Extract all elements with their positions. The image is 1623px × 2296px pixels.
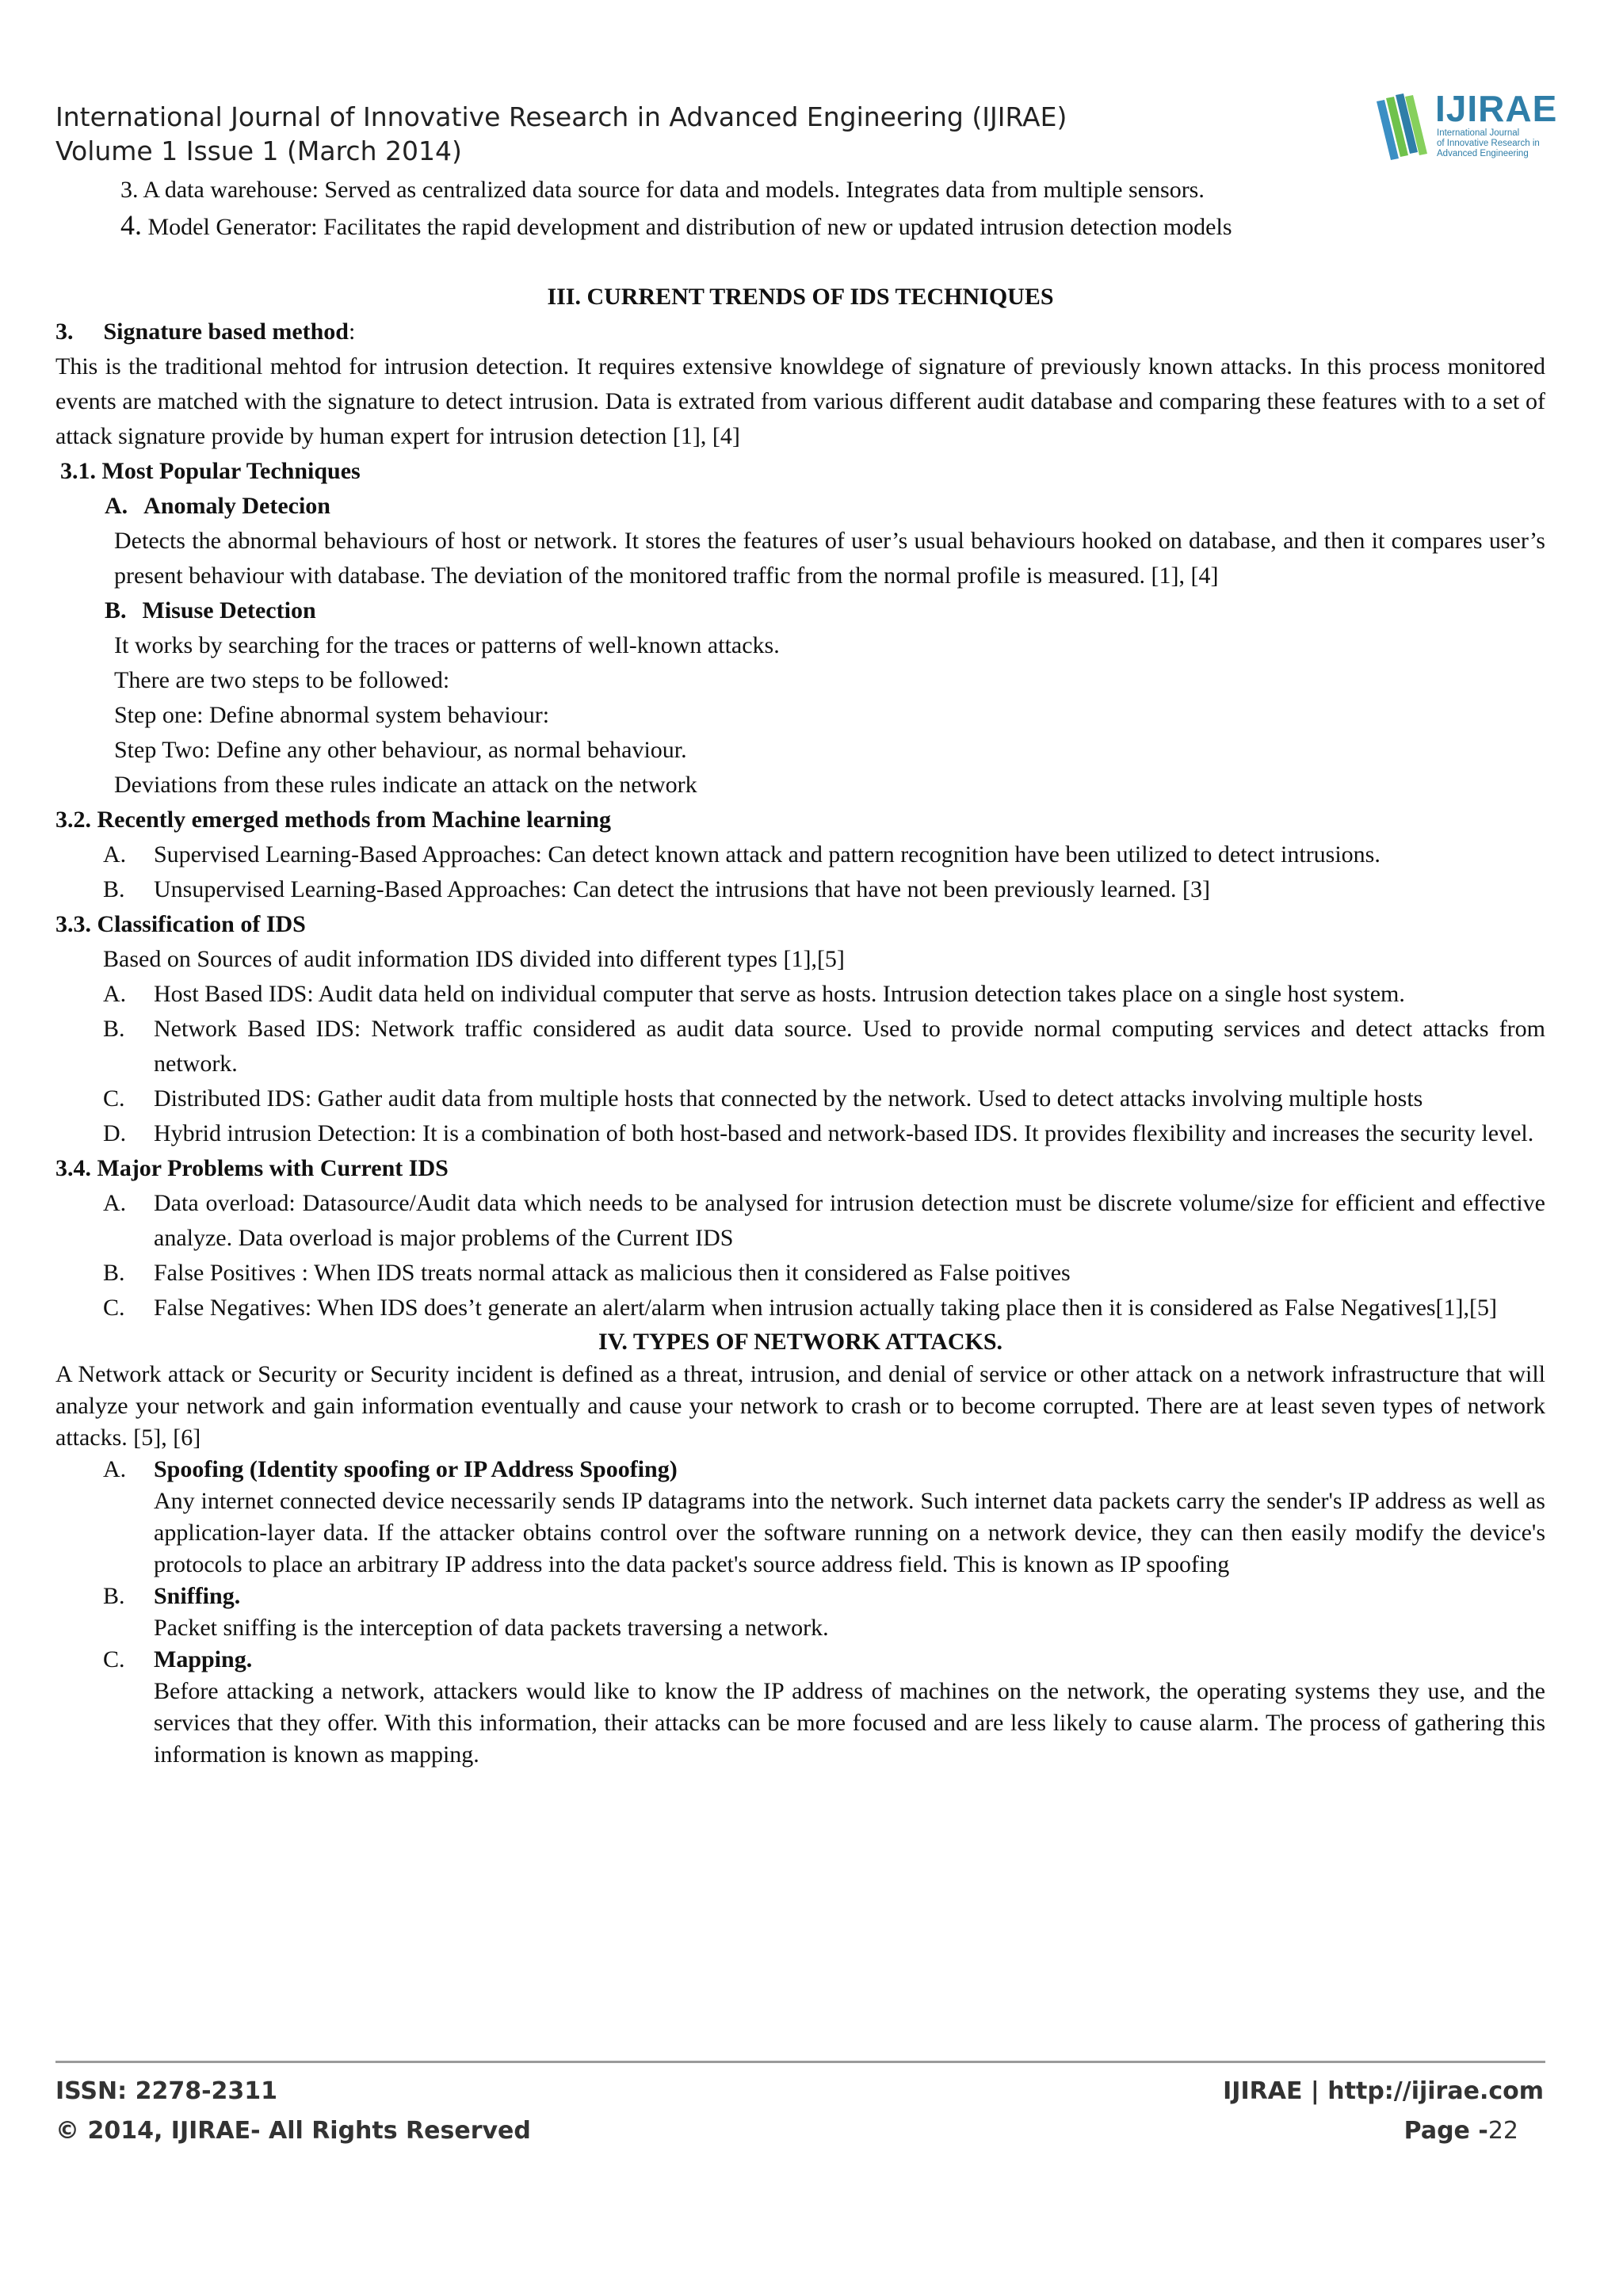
article-body xyxy=(55,173,1545,1771)
list-item-spoofing: A. Spoofing (Identity spoofing or IP Address Spoofing) Any internet connected device necessarily sends IP datagrams into the network. Such internet data packets carry the sender's IP address as well as application-layer data. If the attacker obtains control over the software running on a network device, they can then easily modify the device's protocols to place an arbitrary IP address into the data packet's source address field. This is known as IP spoofing xyxy=(103,1456,1545,1577)
list-item-distributed-ids: C. Distributed IDS: Gather audit data from multiple hosts that connected by the network. Used to detect attacks involving multiple hosts xyxy=(103,1085,1423,1112)
volume-issue: Volume 1 Issue 1 (March 2014) xyxy=(55,135,462,166)
misuse-line-5: Deviations from these rules indicate an attack on the network xyxy=(114,772,697,798)
subsection-3-3-heading: 3.3. Classification of IDS xyxy=(55,911,306,937)
misuse-line-4: Step Two: Define any other behaviour, as normal behaviour. xyxy=(114,737,687,763)
section-3-title: III. CURRENT TRENDS OF IDS TECHNIQUES xyxy=(547,284,1054,310)
list-item-model-generator: 4. Model Generator: Facilitates the rapid development and distribution of new or updated intrusion detection models xyxy=(120,209,1232,241)
subsection-3-4-heading: 3.4. Major Problems with Current IDS xyxy=(55,1155,449,1181)
ijirae-logo xyxy=(1375,88,1558,168)
misuse-line-2: There are two steps to be followed: xyxy=(114,667,450,693)
subsection-3-2-heading: 3.2. Recently emerged methods from Machine learning xyxy=(55,807,611,833)
footer-page-number: Page -22 xyxy=(1403,2117,1518,2145)
signature-heading: 3. Signature based method: xyxy=(55,318,356,345)
section-4-title: IV. TYPES OF NETWORK ATTACKS. xyxy=(598,1329,1003,1355)
misuse-line-1: It works by searching for the traces or patterns of well-known attacks. xyxy=(114,632,780,658)
footer-copyright: © 2014, IJIRAE- All Rights Reserved xyxy=(55,2117,531,2145)
misuse-heading: B. Misuse Detection xyxy=(105,597,316,624)
classification-intro: Based on Sources of audit information IDS divided into different types [1],[5] xyxy=(103,946,845,972)
list-item-false-positives: B. False Positives : When IDS treats normal attack as malicious then it considered as False poitives xyxy=(103,1260,1071,1286)
list-item-mapping: C. Mapping. Before attacking a network, attackers would like to know the IP address of machines on the network, the operating systems they use, and the services that they offer. With this information, their attacks can be more focused and are less likely to cause alarm. The process of gathering this information is known as mapping. xyxy=(103,1646,1545,1768)
anomaly-heading: A. Anomaly Detecion xyxy=(105,493,330,519)
footer-site: IJIRAE | http://ijirae.com xyxy=(1223,2077,1544,2105)
list-item-hybrid-ids: D. Hybrid intrusion Detection: It is a combination of both host-based and network-based IDS. It provides flexibility and increases the security level. xyxy=(103,1120,1534,1146)
subsection-3-1-heading: 3.1. Most Popular Techniques xyxy=(60,458,361,484)
list-item-unsupervised: B. Unsupervised Learning-Based Approaches: Can detect the intrusions that have not been previously learned. [3] xyxy=(103,876,1210,902)
logo-wordmark: IJIRAE xyxy=(1435,88,1558,129)
journal-name: International Journal of Innovative Research in Advanced Engineering (IJIRAE) xyxy=(55,101,1067,132)
list-item-false-negatives: C. False Negatives: When IDS does’t generate an alert/alarm when intrusion actually taking place then it is considered as False Negatives[1],[5] xyxy=(103,1295,1498,1321)
anomaly-paragraph: Detects the abnormal behaviours of host or network. It stores the features of user’s usual behaviours hooked on database, and then it compares user’s present behaviour with database. The deviation of the monitored traffic from the normal profile is measured. [1], [4] xyxy=(114,528,1545,589)
footer-divider xyxy=(55,2061,1545,2063)
network-attacks-paragraph: A Network attack or Security or Security incident is defined as a threat, intrusion, and denial of service or other attack on a network infrastructure that will analyze your network and gain information eventually and cause your network to crash or to become corrupted. There are at least seven types of network attacks. [5], [6] xyxy=(55,1361,1545,1451)
list-item-data-warehouse: 3. A data warehouse: Served as centralized data source for data and models. Integrates data from multiple sensors. xyxy=(120,177,1205,203)
footer-issn: ISSN: 2278-2311 xyxy=(55,2077,278,2105)
list-item-network-ids: B. Network Based IDS: Network traffic considered as audit data source. Used to provide normal computing services and detect attacks from network. xyxy=(103,1016,1545,1077)
logo-subtitle: International Journal of Innovative Research in Advanced Engineering xyxy=(1437,128,1540,158)
list-item-supervised: A. Supervised Learning-Based Approaches: Can detect known attack and pattern recognition have been utilized to detect intrusions. xyxy=(103,841,1381,868)
list-item-sniffing: B. Sniffing. Packet sniffing is the interception of data packets traversing a network. xyxy=(103,1583,829,1641)
signature-paragraph: This is the traditional mehtod for intrusion detection. It requires extensive knowldege of signature of previously known attacks. In this process monitored events are matched with the signature to detect intrusion. Data is extrated from various different audit database and comparing these features with to a set of attack signature provide by human expert for intrusion detection [1], [4] xyxy=(55,353,1545,449)
running-header xyxy=(55,100,1067,168)
misuse-line-3: Step one: Define abnormal system behaviour: xyxy=(114,702,550,728)
list-item-data-overload: A. Data overload: Datasource/Audit data which needs to be analysed for intrusion detection must be discrete volume/size for efficient and effective analyze. Data overload is major problems of the Current IDS xyxy=(103,1190,1545,1251)
list-item-host-ids: A. Host Based IDS: Audit data held on individual computer that serve as hosts. Intrusion detection takes place on a single host system. xyxy=(103,981,1405,1007)
logo-bars-icon xyxy=(1375,93,1430,165)
